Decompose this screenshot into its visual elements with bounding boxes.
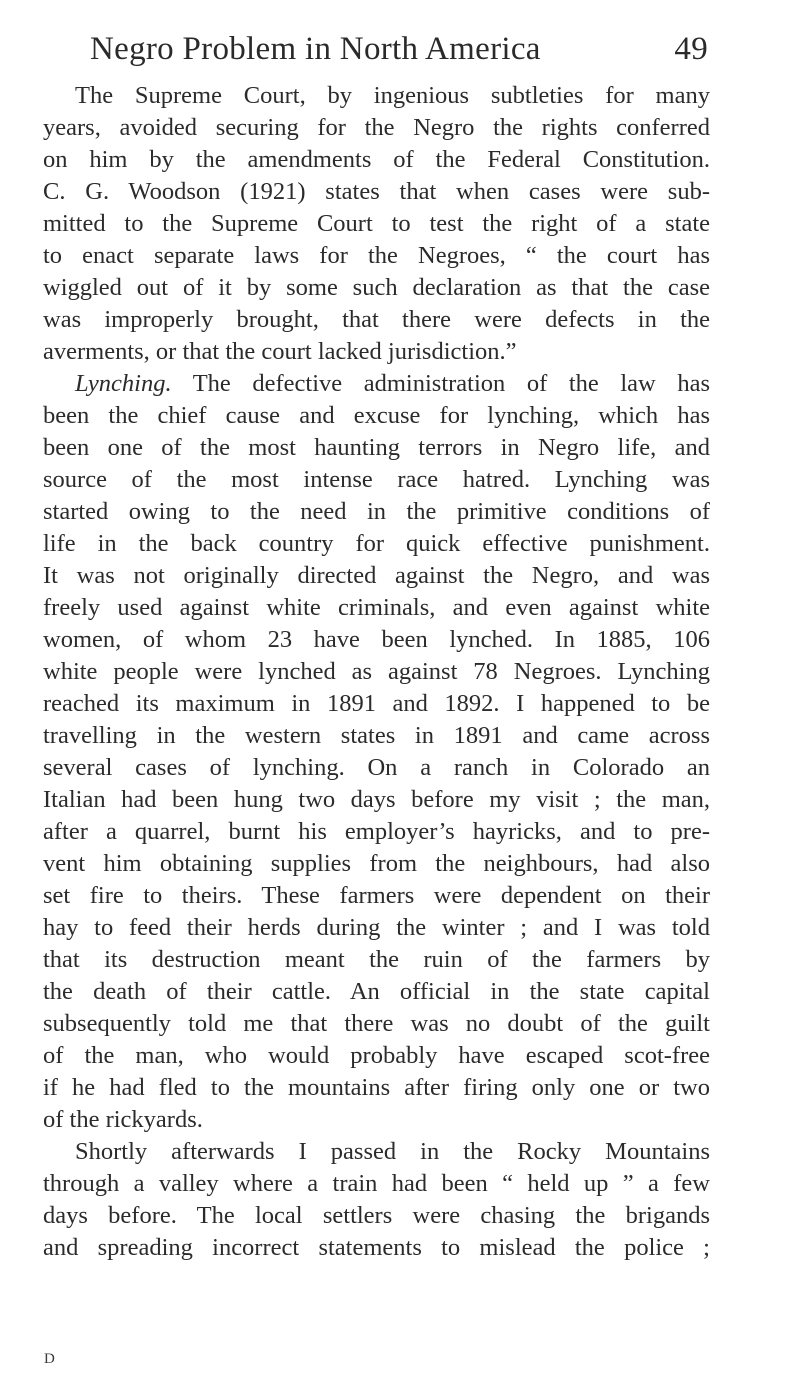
text-line: Shortly afterwards I passed in the Rocky Mountains <box>75 1138 710 1165</box>
text-line: years, avoided securing for the Negro the rights conferred <box>43 114 710 141</box>
text-line: set fire to theirs. These farmers were dependent on their <box>43 882 710 909</box>
text-line: wiggled out of it by some such declaration as that the case <box>43 274 710 301</box>
text-line: mitted to the Supreme Court to test the right of a state <box>43 210 710 237</box>
text-line: that its destruction meant the ruin of the farmers by <box>43 946 710 973</box>
text-line: several cases of lynching. On a ranch in Colorado an <box>43 754 710 781</box>
text-line: source of the most intense race hatred. Lynching was <box>43 466 710 493</box>
text-line: days before. The local settlers were chasing the brigands <box>43 1202 710 1229</box>
text-line: C. G. Woodson (1921) states that when cases were sub- <box>43 178 710 205</box>
text-line: It was not originally directed against the Negro, and was <box>43 562 710 589</box>
text-line: of the rickyards. <box>43 1106 203 1133</box>
text-line: hay to feed their herds during the winter ; and I was told <box>43 914 710 941</box>
text-line: been one of the most haunting terrors in Negro life, and <box>43 434 710 461</box>
page-number: 49 <box>674 31 708 67</box>
text-line: life in the back country for quick effective punishment. <box>43 530 710 557</box>
text-line: after a quarrel, burnt his employer’s hayricks, and to pre- <box>43 818 710 845</box>
text-line: reached its maximum in 1891 and 1892. I happened to be <box>43 690 710 717</box>
signature-mark: D <box>44 1351 55 1367</box>
text-line: started owing to the need in the primitive conditions of <box>43 498 710 525</box>
text-line: The Supreme Court, by ingenious subtleties for many <box>75 82 710 109</box>
text-line: freely used against white criminals, and even against white <box>43 594 710 621</box>
text-line: on him by the amendments of the Federal Constitution. <box>43 146 710 173</box>
text-line: was improperly brought, that there were defects in the <box>43 306 710 333</box>
text-line: travelling in the western states in 1891 and came across <box>43 722 710 749</box>
text-line: through a valley where a train had been “ held up ” a few <box>43 1170 710 1197</box>
text-line: if he had fled to the mountains after firing only one or two <box>43 1074 710 1101</box>
body-text <box>43 80 710 1264</box>
text-line: Italian had been hung two days before my visit ; the man, <box>43 786 710 813</box>
text-line: averments, or that the court lacked jurisdiction.” <box>43 338 517 365</box>
text-line: been the chief cause and excuse for lynching, which has <box>43 402 710 429</box>
text-line: Lynching. The defective administration of the law has <box>75 370 710 397</box>
text-line: women, of whom 23 have been lynched. In 1885, 106 <box>43 626 710 653</box>
text-line: to enact separate laws for the Negroes, “ the court has <box>43 242 710 269</box>
running-head-title: Negro Problem in North America <box>90 31 541 67</box>
text-line: white people were lynched as against 78 Negroes. Lynching <box>43 658 710 685</box>
section-run-in-heading: Lynching. <box>75 370 172 397</box>
text-line: the death of their cattle. An official in the state capital <box>43 978 710 1005</box>
running-head <box>90 26 708 72</box>
text-line: of the man, who would probably have escaped scot-free <box>43 1042 710 1069</box>
text-line: subsequently told me that there was no doubt of the guilt <box>43 1010 710 1037</box>
text-line: and spreading incorrect statements to mislead the police ; <box>43 1234 710 1261</box>
text-line: vent him obtaining supplies from the neighbours, had also <box>43 850 710 877</box>
